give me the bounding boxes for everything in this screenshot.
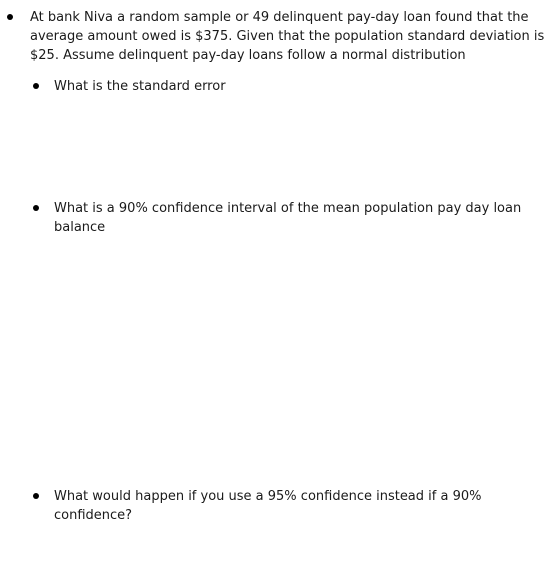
question-text: What is the standard error bbox=[54, 79, 226, 94]
bullet-icon bbox=[33, 493, 39, 499]
bullet-icon bbox=[33, 205, 39, 211]
question-text: What would happen if you use a 95% confidence instead if a 90% confidence? bbox=[54, 489, 482, 523]
bullet-icon bbox=[33, 83, 39, 89]
question-text: What is a 90% confidence interval of the mean population pay day loan balance bbox=[54, 201, 522, 235]
problem-statement: At bank Niva a random sample or 49 delinquent pay-day loan found that the average amount owed is $375. Given that the population standard deviation is $25. Assume delinquent pay-day loans follow a normal distribution bbox=[30, 10, 545, 63]
bullet-icon bbox=[7, 14, 13, 20]
